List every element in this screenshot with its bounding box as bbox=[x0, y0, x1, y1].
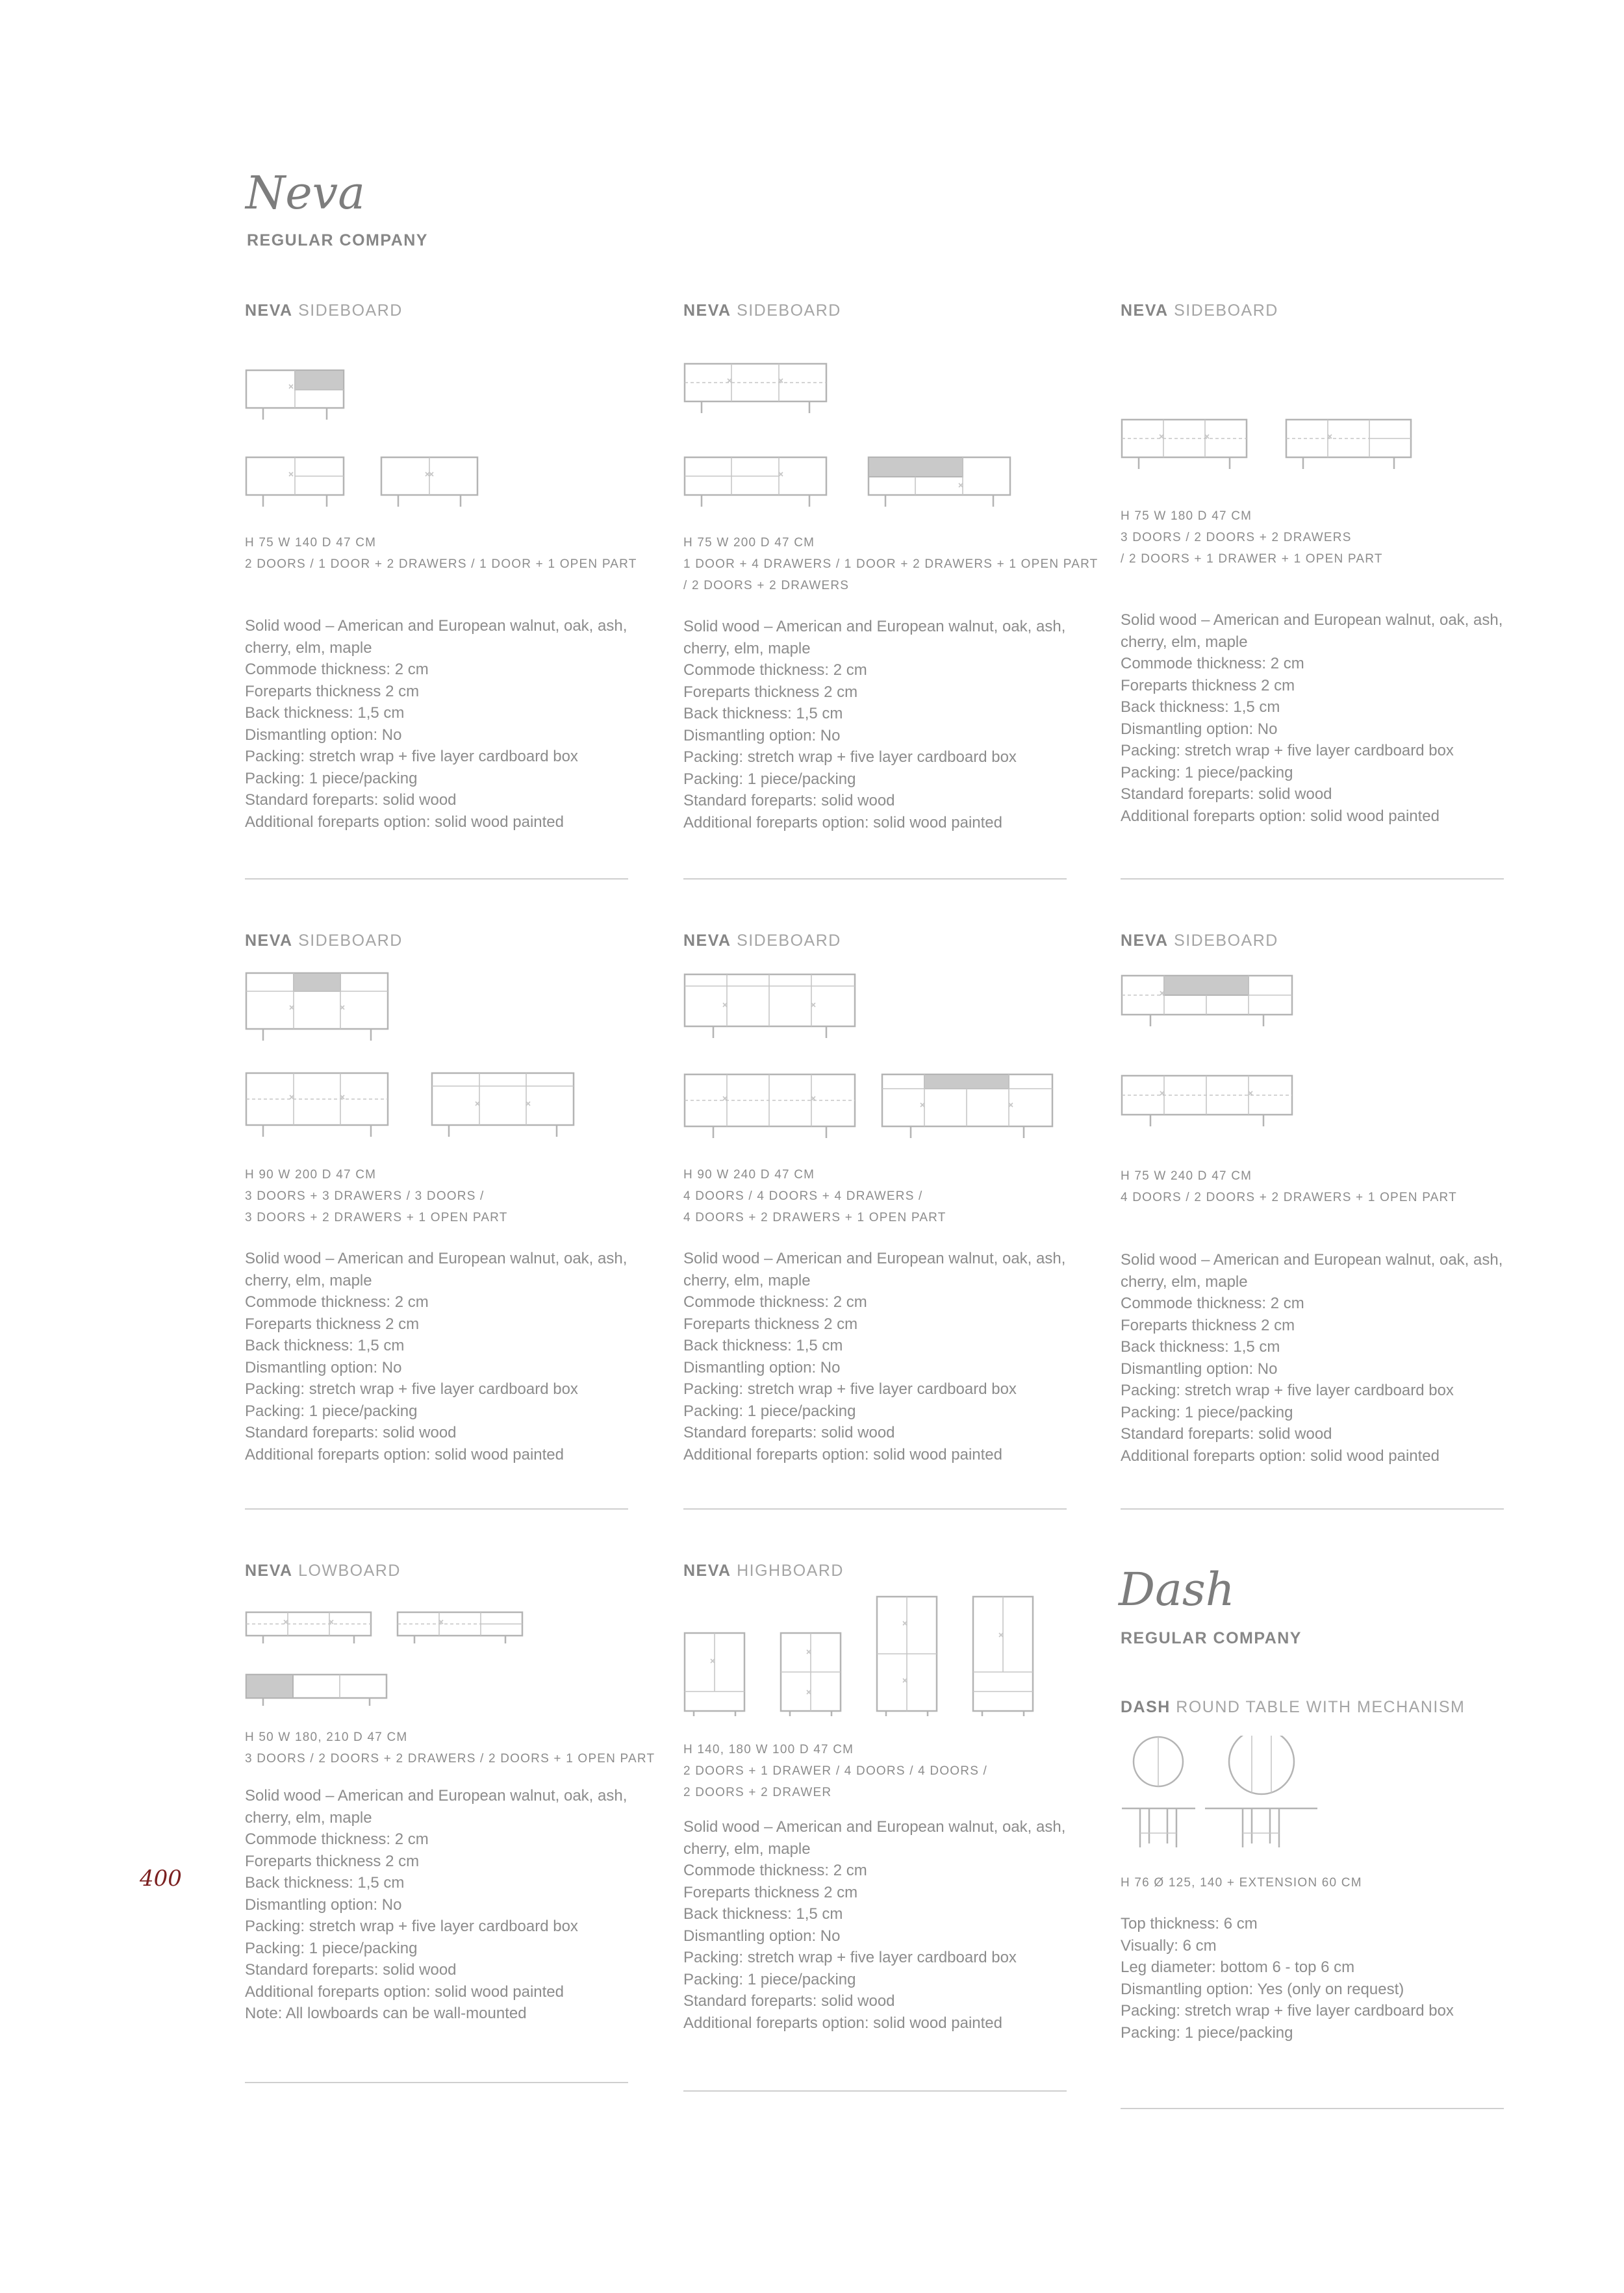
product-dimensions bbox=[245, 532, 637, 575]
spec-line: Solid wood – American and European walnut, oak, ash, bbox=[245, 1250, 628, 1267]
spec-line: Additional foreparts option: solid wood painted bbox=[1121, 807, 1440, 825]
spec-line: Commode thickness: 2 cm bbox=[245, 661, 429, 678]
spec-line: cherry, elm, maple bbox=[245, 1808, 372, 1827]
sideboard-variants-illustration bbox=[245, 969, 609, 1145]
spec-line: Dismantling option: No bbox=[683, 1927, 841, 1945]
dims-line: 1 DOOR + 4 DRAWERS / 1 DOOR + 2 DRAWERS + 1 OPEN PART bbox=[683, 557, 1098, 571]
spec-line: Leg diameter: bottom 6 - top 6 cm bbox=[1121, 1958, 1355, 1976]
product-brand: NEVA bbox=[245, 931, 293, 950]
spec-line: Packing: stretch wrap + five layer cardboard box bbox=[245, 1918, 578, 1935]
spec-line: Standard foreparts: solid wood bbox=[1121, 785, 1332, 803]
spec-line: Additional foreparts option: solid wood painted bbox=[683, 1445, 1002, 1463]
spec-line: Top thickness: 6 cm bbox=[1121, 1915, 1258, 1932]
product-card bbox=[1121, 300, 1504, 827]
sideboard-variants-illustration bbox=[1121, 416, 1445, 474]
product-card bbox=[683, 930, 1067, 1465]
spec-line: Commode thickness: 2 cm bbox=[683, 1862, 867, 1879]
product-dimensions bbox=[1121, 505, 1504, 570]
sideboard-variants-illustration bbox=[245, 366, 570, 509]
spec-line: Back thickness: 1,5 cm bbox=[683, 1337, 843, 1354]
section-divider bbox=[245, 1508, 628, 1510]
product-drawing bbox=[683, 970, 1067, 1146]
product-drawing bbox=[245, 1610, 628, 1707]
product-title bbox=[245, 1560, 628, 1581]
spec-line: Standard foreparts: solid wood bbox=[683, 792, 895, 809]
product-title bbox=[1121, 930, 1504, 951]
product-type: LOWBOARD bbox=[298, 1562, 401, 1580]
spec-line: cherry, elm, maple bbox=[245, 1271, 372, 1289]
lowboard-variants-illustration bbox=[245, 1610, 570, 1707]
spec-line: Additional foreparts option: solid wood painted bbox=[683, 813, 1002, 831]
spec-line: Foreparts thickness 2 cm bbox=[683, 683, 858, 701]
product-title bbox=[245, 300, 628, 321]
product-specs bbox=[245, 615, 628, 833]
spec-line: Commode thickness: 2 cm bbox=[245, 1831, 429, 1848]
product-type: SIDEBOARD bbox=[737, 931, 841, 950]
product-card bbox=[683, 300, 1098, 833]
spec-line: Visually: 6 cm bbox=[1121, 1936, 1217, 1955]
product-dimensions bbox=[683, 532, 1098, 596]
product-specs bbox=[683, 1816, 1067, 2034]
dims-line: H 50 W 180, 210 D 47 CM bbox=[245, 1730, 408, 1744]
dims-line: 3 DOORS / 2 DOORS + 2 DRAWERS / 2 DOORS + 1 OPEN PART bbox=[245, 1752, 655, 1766]
product-brand: NEVA bbox=[245, 1562, 293, 1580]
spec-line: Standard foreparts: solid wood bbox=[683, 1992, 895, 2010]
spec-line: Standard foreparts: solid wood bbox=[1121, 1425, 1332, 1443]
product-card bbox=[245, 930, 628, 1465]
spec-line: Note: All lowboards can be wall-mounted bbox=[245, 2005, 527, 2022]
product-drawing bbox=[1121, 972, 1504, 1147]
spec-line: Back thickness: 1,5 cm bbox=[1121, 698, 1280, 716]
spec-line: Commode thickness: 2 cm bbox=[683, 1293, 867, 1311]
product-drawing bbox=[245, 969, 628, 1145]
product-brand: NEVA bbox=[683, 931, 731, 950]
dims-line: / 2 DOORS + 2 DRAWERS bbox=[683, 579, 850, 592]
section-divider bbox=[245, 878, 628, 880]
spec-line: Solid wood – American and European walnut, oak, ash, bbox=[245, 1787, 628, 1805]
spec-line: cherry, elm, maple bbox=[1121, 633, 1248, 651]
spec-line: Solid wood – American and European walnut, oak, ash, bbox=[683, 1250, 1066, 1267]
spec-line: Packing: stretch wrap + five layer cardboard box bbox=[245, 1380, 578, 1398]
company-label-dash: REGULAR COMPANY bbox=[1121, 1629, 1302, 1647]
spec-line: Standard foreparts: solid wood bbox=[245, 1961, 457, 1979]
sideboard-variants-illustration bbox=[1121, 972, 1445, 1147]
product-specs bbox=[245, 1785, 628, 2025]
spec-line: Foreparts thickness 2 cm bbox=[1121, 1316, 1295, 1334]
product-title bbox=[683, 300, 1067, 321]
spec-line: Back thickness: 1,5 cm bbox=[245, 1874, 405, 1892]
spec-line: Foreparts thickness 2 cm bbox=[683, 1315, 858, 1333]
spec-line: Additional foreparts option: solid wood painted bbox=[1121, 1447, 1440, 1465]
product-dimensions bbox=[683, 1739, 1067, 1803]
spec-line: Additional foreparts option: solid wood painted bbox=[683, 2014, 1002, 2032]
product-title bbox=[683, 930, 1067, 951]
spec-line: Commode thickness: 2 cm bbox=[1121, 1295, 1304, 1312]
spec-line: Foreparts thickness 2 cm bbox=[245, 1852, 420, 1870]
product-dimensions bbox=[245, 1727, 655, 1769]
product-card bbox=[1121, 930, 1504, 1467]
dims-line: H 90 W 200 D 47 CM bbox=[245, 1168, 377, 1182]
product-card bbox=[683, 1560, 1067, 2034]
product-specs bbox=[683, 1248, 1067, 1465]
product-drawing bbox=[1121, 1736, 1504, 1853]
product-dimensions bbox=[1121, 1165, 1504, 1208]
spec-line: Packing: stretch wrap + five layer cardboard box bbox=[245, 748, 578, 765]
product-card bbox=[245, 1560, 655, 2025]
dims-line: 2 DOORS / 1 DOOR + 2 DRAWERS / 1 DOOR + 1 OPEN PART bbox=[245, 557, 637, 571]
spec-line: Dismantling option: No bbox=[683, 726, 841, 744]
spec-line: Back thickness: 1,5 cm bbox=[245, 704, 405, 722]
spec-line: Additional foreparts option: solid wood painted bbox=[245, 1983, 564, 2001]
page-number: 400 bbox=[140, 1866, 182, 1892]
company-label-neva: REGULAR COMPANY bbox=[247, 231, 428, 249]
product-dimensions bbox=[245, 1164, 628, 1228]
product-type: SIDEBOARD bbox=[298, 301, 403, 320]
spec-line: Packing: 1 piece/packing bbox=[1121, 2023, 1293, 2042]
spec-line: Solid wood – American and European walnut, oak, ash, bbox=[683, 1818, 1066, 1836]
section-divider bbox=[683, 1508, 1067, 1510]
dims-line: / 2 DOORS + 1 DRAWER + 1 OPEN PART bbox=[1121, 552, 1383, 566]
product-title bbox=[1121, 300, 1504, 321]
spec-line: Dismantling option: Yes (only on request) bbox=[1121, 1980, 1404, 1998]
dims-line: H 90 W 240 D 47 CM bbox=[683, 1168, 815, 1182]
product-drawing bbox=[683, 360, 1067, 509]
spec-line: Standard foreparts: solid wood bbox=[245, 791, 457, 809]
product-specs bbox=[1121, 1249, 1504, 1467]
product-specs bbox=[1121, 609, 1504, 827]
spec-line: Packing: 1 piece/packing bbox=[683, 1402, 856, 1420]
product-brand: NEVA bbox=[1121, 931, 1169, 950]
product-type: HIGHBOARD bbox=[737, 1562, 844, 1580]
product-type: ROUND TABLE WITH MECHANISM bbox=[1176, 1698, 1465, 1716]
spec-line: Additional foreparts option: solid wood painted bbox=[245, 813, 564, 831]
dims-line: 4 DOORS / 4 DOORS + 4 DRAWERS / bbox=[683, 1189, 923, 1203]
spec-line: Solid wood – American and European walnut, oak, ash, bbox=[245, 617, 628, 635]
product-card bbox=[245, 300, 637, 833]
product-dimensions bbox=[1121, 1872, 1504, 1894]
product-type: SIDEBOARD bbox=[737, 301, 841, 320]
spec-line: Standard foreparts: solid wood bbox=[683, 1424, 895, 1441]
spec-line: Packing: stretch wrap + five layer cardboard box bbox=[1121, 1382, 1454, 1399]
spec-line: Packing: 1 piece/packing bbox=[1121, 1403, 1293, 1421]
dims-line: H 140, 180 W 100 D 47 CM bbox=[683, 1743, 854, 1756]
dims-line: 4 DOORS / 2 DOORS + 2 DRAWERS + 1 OPEN PART bbox=[1121, 1191, 1457, 1204]
spec-line: Packing: stretch wrap + five layer cardboard box bbox=[1121, 2002, 1454, 2020]
product-title bbox=[683, 1560, 1067, 1581]
sideboard-variants-illustration bbox=[683, 360, 1047, 509]
spec-line: Packing: 1 piece/packing bbox=[245, 1939, 418, 1957]
brand-title-dash: Dash bbox=[1119, 1563, 1235, 1616]
spec-line: Back thickness: 1,5 cm bbox=[683, 1905, 843, 1923]
product-card bbox=[1121, 1697, 1504, 2044]
dims-line: H 75 W 140 D 47 CM bbox=[245, 536, 377, 550]
product-type: SIDEBOARD bbox=[298, 931, 403, 950]
round-table-illustration bbox=[1121, 1736, 1328, 1853]
product-type: SIDEBOARD bbox=[1174, 931, 1278, 950]
spec-line: Packing: 1 piece/packing bbox=[245, 1402, 418, 1420]
spec-line: Foreparts thickness 2 cm bbox=[1121, 676, 1295, 694]
spec-line: Back thickness: 1,5 cm bbox=[683, 705, 843, 722]
product-specs bbox=[245, 1248, 628, 1465]
spec-line: cherry, elm, maple bbox=[245, 639, 372, 657]
dims-line: 2 DOORS + 1 DRAWER / 4 DOORS / 4 DOORS / bbox=[683, 1764, 988, 1778]
dims-line: 3 DOORS / 2 DOORS + 2 DRAWERS bbox=[1121, 531, 1352, 544]
spec-line: Foreparts thickness 2 cm bbox=[245, 1315, 420, 1333]
product-brand: NEVA bbox=[1121, 301, 1169, 320]
spec-line: Foreparts thickness 2 cm bbox=[245, 682, 420, 700]
spec-line: Solid wood – American and European walnut, oak, ash, bbox=[1121, 611, 1503, 629]
dims-line: 3 DOORS + 3 DRAWERS / 3 DOORS / bbox=[245, 1189, 485, 1203]
spec-line: Packing: stretch wrap + five layer cardboard box bbox=[683, 748, 1017, 766]
dims-line: H 75 W 200 D 47 CM bbox=[683, 536, 815, 550]
product-brand: NEVA bbox=[683, 301, 731, 320]
dims-line: H 75 W 180 D 47 CM bbox=[1121, 509, 1252, 523]
spec-line: Back thickness: 1,5 cm bbox=[1121, 1338, 1280, 1356]
spec-line: Additional foreparts option: solid wood painted bbox=[245, 1445, 564, 1463]
dims-line: H 75 W 240 D 47 CM bbox=[1121, 1169, 1252, 1183]
product-brand: DASH bbox=[1121, 1698, 1171, 1716]
spec-line: Packing: stretch wrap + five layer cardboard box bbox=[1121, 742, 1454, 759]
spec-line: Back thickness: 1,5 cm bbox=[245, 1337, 405, 1354]
product-brand: NEVA bbox=[245, 301, 293, 320]
spec-line: Dismantling option: No bbox=[683, 1358, 841, 1376]
spec-line: Dismantling option: No bbox=[1121, 720, 1278, 738]
spec-line: Dismantling option: No bbox=[245, 1895, 402, 1914]
dims-line: 3 DOORS + 2 DRAWERS + 1 OPEN PART bbox=[245, 1211, 508, 1224]
product-dimensions bbox=[683, 1164, 1067, 1228]
section-divider bbox=[1121, 2108, 1504, 2109]
dims-line: 4 DOORS + 2 DRAWERS + 1 OPEN PART bbox=[683, 1211, 946, 1224]
spec-line: Packing: 1 piece/packing bbox=[245, 769, 418, 787]
spec-line: Dismantling option: No bbox=[245, 726, 402, 744]
spec-line: cherry, elm, maple bbox=[683, 1840, 811, 1858]
dims-line: 2 DOORS + 2 DRAWER bbox=[683, 1786, 832, 1799]
product-specs bbox=[1121, 1913, 1504, 2044]
highboard-variants-illustration bbox=[683, 1594, 1067, 1717]
brand-title-neva: Neva bbox=[246, 166, 365, 220]
sideboard-variants-illustration bbox=[683, 970, 1067, 1146]
spec-line: Commode thickness: 2 cm bbox=[245, 1293, 429, 1311]
product-title bbox=[1121, 1697, 1504, 1717]
spec-line: cherry, elm, maple bbox=[683, 639, 811, 657]
product-drawing bbox=[245, 366, 628, 509]
section-divider bbox=[1121, 878, 1504, 880]
spec-line: cherry, elm, maple bbox=[683, 1271, 811, 1289]
section-divider bbox=[1121, 1508, 1504, 1510]
spec-line: Commode thickness: 2 cm bbox=[683, 661, 867, 679]
section-divider bbox=[683, 878, 1067, 880]
spec-line: Solid wood – American and European walnut, oak, ash, bbox=[1121, 1251, 1503, 1269]
spec-line: Standard foreparts: solid wood bbox=[245, 1424, 457, 1441]
spec-line: Packing: 1 piece/packing bbox=[683, 770, 856, 788]
spec-line: Packing: stretch wrap + five layer cardboard box bbox=[683, 1949, 1017, 1966]
section-divider bbox=[683, 2090, 1067, 2092]
spec-line: Dismantling option: No bbox=[245, 1358, 402, 1376]
dims-line: H 76 Ø 125, 140 + EXTENSION 60 CM bbox=[1121, 1876, 1362, 1890]
spec-line: Packing: 1 piece/packing bbox=[1121, 763, 1293, 781]
product-title bbox=[245, 930, 628, 951]
spec-line: Packing: stretch wrap + five layer cardboard box bbox=[683, 1380, 1017, 1398]
spec-line: Foreparts thickness 2 cm bbox=[683, 1883, 858, 1901]
product-brand: NEVA bbox=[683, 1562, 731, 1580]
spec-line: cherry, elm, maple bbox=[1121, 1273, 1248, 1291]
product-drawing bbox=[683, 1594, 1067, 1717]
spec-line: Dismantling option: No bbox=[1121, 1360, 1278, 1378]
spec-line: Commode thickness: 2 cm bbox=[1121, 655, 1304, 672]
product-specs bbox=[683, 616, 1067, 833]
product-type: SIDEBOARD bbox=[1174, 301, 1278, 320]
spec-line: Solid wood – American and European walnut, oak, ash, bbox=[683, 618, 1066, 635]
spec-line: Packing: 1 piece/packing bbox=[683, 1970, 856, 1988]
product-drawing bbox=[1121, 416, 1504, 474]
section-divider bbox=[245, 2082, 628, 2083]
